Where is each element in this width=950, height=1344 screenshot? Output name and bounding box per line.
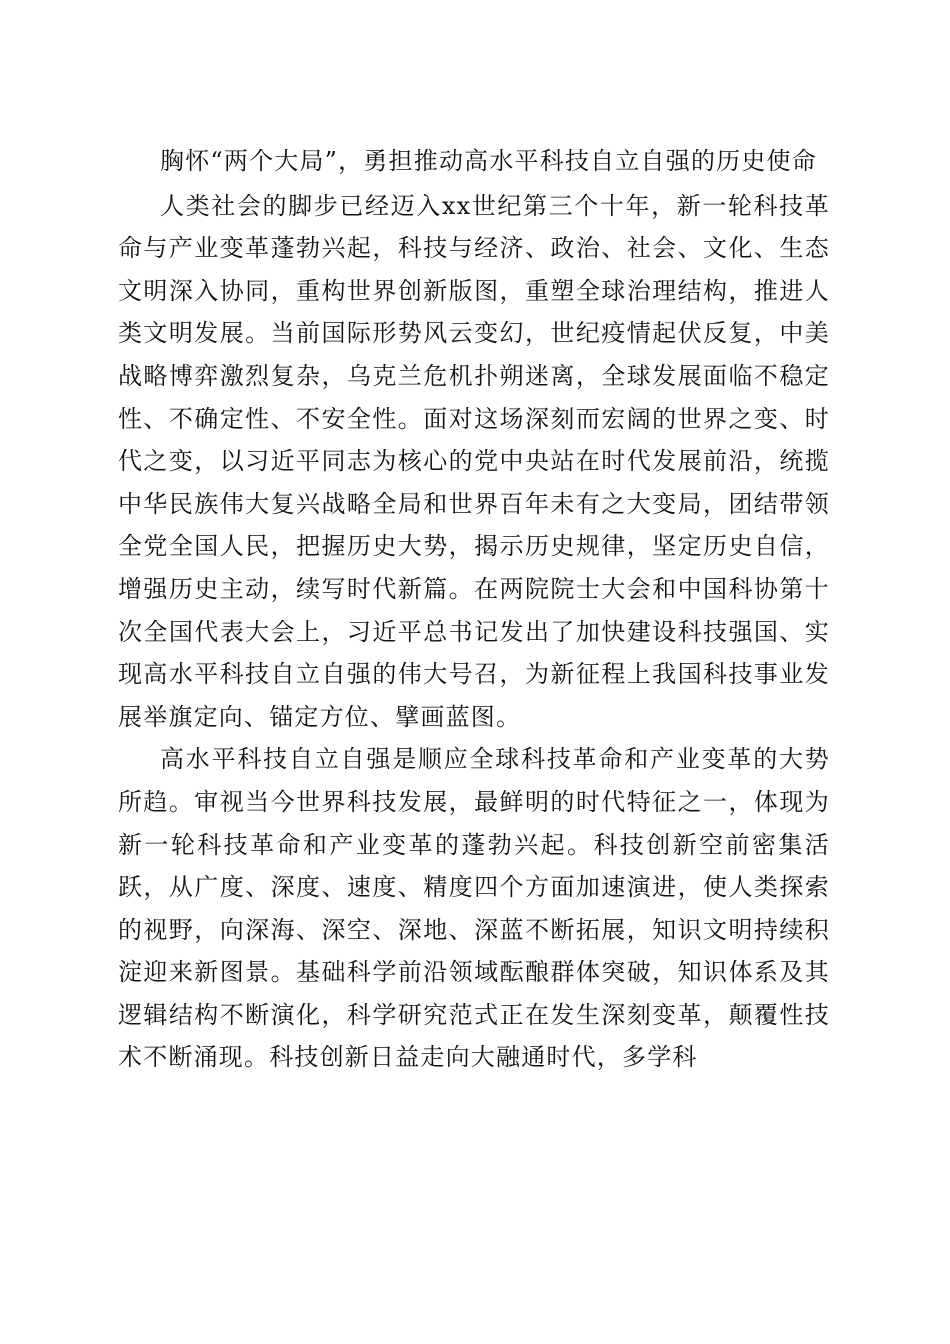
- document-title: 胸怀“两个大局”，勇担推动高水平科技自立自强的历史使命: [160, 147, 817, 175]
- document-body: [118, 140, 830, 1079]
- paragraph-1: 人类社会的脚步已经迈入xx世纪第三个十年，新一轮科技革命与产业变革蓬勃兴起，科技与经济、政治、社会、文化、生态文明深入协同，重构世界创新版图，重塑全球治理结构，推进人类文明发展。当前国际形势风云变幻，世纪疫情起伏反复，中美战略博弈激烈复杂，乌克兰危机扑朔迷离，全球发展面临不稳定性、不确定性、不安全性。面对这场深刻而宏阔的世界之变、时代之变，以习近平同志为核心的党中央站在时代发展前沿，统揽中华民族伟大复兴战略全局和世界百年未有之大变局，团结带领全党全国人民，把握历史大势，揭示历史规律，坚定历史自信，增强历史主动，续写时代新篇。在两院院士大会和中国科协第十次全国代表大会上，习近平总书记发出了加快建设科技强国、实现高水平科技自立自强的伟大号召，为新征程上我国科技事业发展举旗定向、锚定方位、擘画蓝图。: [118, 191, 830, 731]
- paragraph-2: 高水平科技自立自强是顺应全球科技革命和产业变革的大势所趋。审视当今世界科技发展，最鲜明的时代特征之一，体现为新一轮科技革命和产业变革的蓬勃兴起。科技创新空前密集活跃，从广度、深度、速度、精度四个方面加速演进，使人类探索的视野，向深海、深空、深地、深蓝不断拓展，知识文明持续积淀迎来新图景。基础科学前沿领域酝酿群体突破，知识体系及其逻辑结构不断演化，科学研究范式正在发生深刻变革，颠覆性技术不断涌现。科技创新日益走向大融通时代，多学科: [118, 745, 830, 1072]
